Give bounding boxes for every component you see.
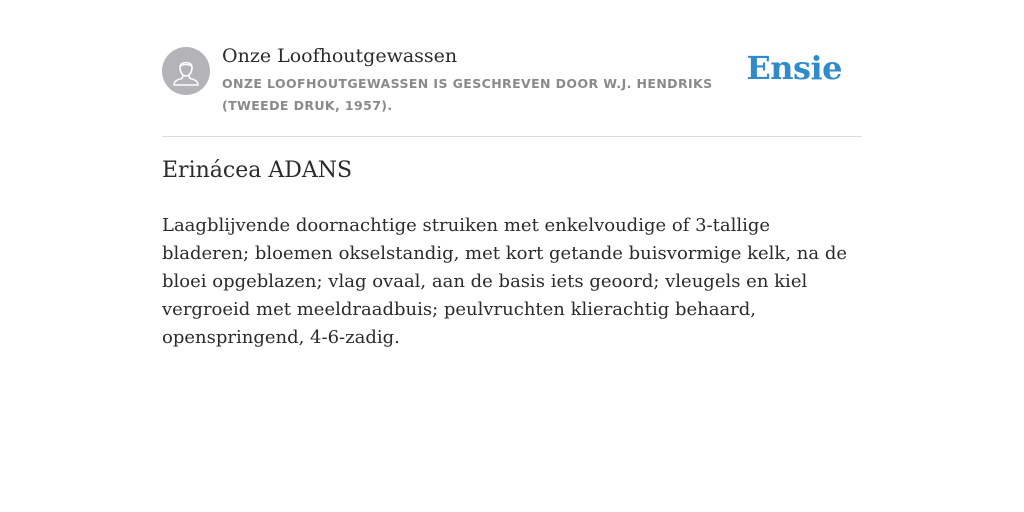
source-title[interactable]: Onze Loofhoutgewassen bbox=[222, 45, 458, 67]
source-description: ONZE LOOFHOUTGEWASSEN IS GESCHREVEN DOOR W.J. HENDRIKS (TWEEDE DRUK, 1957). bbox=[222, 76, 713, 113]
avatar[interactable] bbox=[162, 47, 210, 95]
entry-body: Laagblijvende doornachtige struiken met enkelvoudige of 3-tallige bladeren; bloemen okselstandig, met kort getande buisvormige kelk, na de bloei opgeblazen; vlag ovaal, aan de basis iets geoord; vleugels en kiel vergroeid met meeldraadbuis; peulvruchten klierachtig behaard, openspringend, 4-6-zadig. bbox=[162, 215, 847, 348]
user-icon bbox=[162, 47, 210, 95]
ensie-logo[interactable]: Ensie bbox=[746, 49, 842, 87]
source-header bbox=[162, 44, 862, 137]
entry-title: Erinácea ADANS bbox=[162, 158, 353, 183]
